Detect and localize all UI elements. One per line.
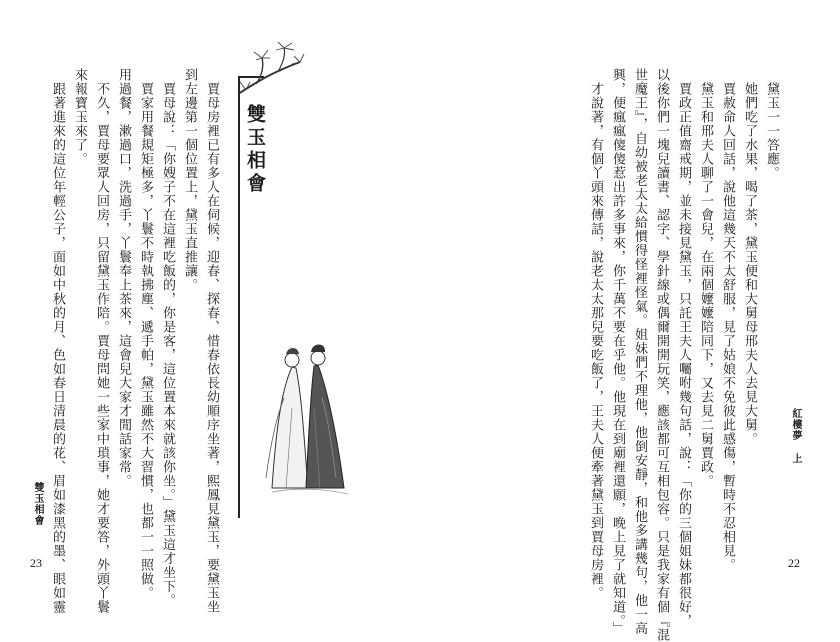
text-column: 賈家用餐規矩極多，丫鬟不時執拂塵、遞手帕，黛玉雖然不大習慣，也都一一照做。	[138, 82, 153, 600]
running-head-right: 紅樓夢 上	[790, 408, 801, 464]
section-title: 雙玉相會	[244, 104, 266, 196]
text-column: 世魔王』，自幼被老太太給慣得怪裡怪氣。姐妹們不理他，他倒安靜，和他多講幾句，他一高	[632, 68, 647, 636]
text-column: 到左邊第一個位置上，黛玉直推讓。	[182, 68, 197, 292]
page-number-left: 23	[30, 556, 42, 570]
text-column: 她們吃了水果，喝了茶，黛玉便和大舅母邢夫人去見大舅。	[742, 82, 757, 446]
text-column: 才說著，有個丫頭來傳話，說老太太那兒要吃飯了，王夫人便牽著黛玉到賈母房裡。	[588, 82, 603, 600]
text-column: 不久，賈母要眾人回房，只留黛玉作陪。賈母問她一些家中瑣事，她才要答，外頭丫鬟	[94, 82, 109, 614]
text-column: 用過餐，漱過口，洗過手，丫鬟奉上茶來，這會兒大家才閒話家常。	[116, 68, 131, 488]
figures-illustration	[262, 338, 352, 498]
running-head-left: 雙玉相會	[32, 482, 43, 526]
text-column: 黛玉和邢夫人聊了一會兒，在兩個嬤嬤陪同下，又去見二舅賈政。	[698, 82, 713, 488]
text-column: 賈政正值齋戒期，並未接見黛玉，只託王夫人囑咐幾句話，說：「你的三個姐妹都很好，	[676, 82, 691, 628]
text-column: 跟著進來的這位年輕公子，面如中秋的月、色如春日清晨的花、眉如漆黑的墨、眼如靈	[50, 82, 65, 614]
text-column: 賈赦命人回話，說他這幾天不太舒服，見了姑娘不免彼此感傷，暫時不忍相見。	[720, 82, 735, 572]
text-column: 賈母說：「你嫂子不在這裡吃飯的，你是客，這位置本來就該你坐。」黛玉這才坐下。	[160, 82, 175, 608]
text-column: 興，便瘋瘋傻傻惹出許多事來，你千萬不要在乎他。他現在到廟裡還願，晚上見了就知道。」	[610, 68, 625, 636]
page-number-right: 22	[788, 556, 800, 570]
text-column: 以後你們一塊兒讀書、認字、學針線或偶爾開開玩笑，應該都可互相包容。只是我家有個『混	[654, 68, 669, 642]
pine-branch-ornament	[234, 40, 306, 102]
text-column: 賈母房裡已有多人在伺候，迎春、探春、惜春依長幼順序坐著，熙鳳見黛玉，要黛玉坐	[204, 82, 219, 614]
text-column: 來報寶玉來了。	[72, 68, 87, 166]
text-column: 黛玉一一答應。	[764, 82, 779, 180]
